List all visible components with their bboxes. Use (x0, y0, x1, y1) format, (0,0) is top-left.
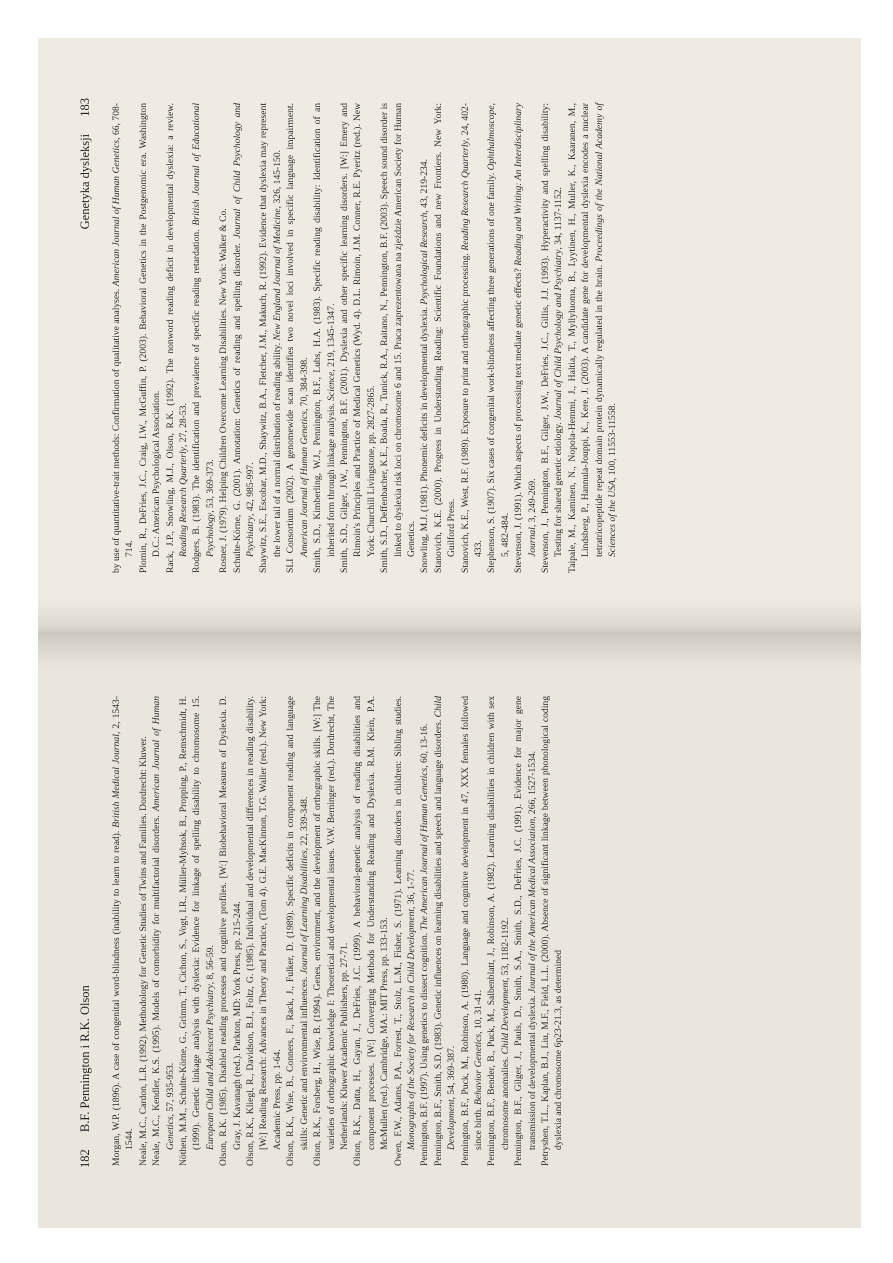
reference-text: Stanovich, K.E. (2000). Progress in Understanding Reading: Scientific Foundations and new Frontiers. New York: Guilford Press. (432, 103, 458, 573)
reference-source-title: Behavior Genetics (472, 1033, 484, 1105)
reference-source-title: Journal of the American Medical Association (526, 818, 538, 994)
reference-entry (459, 696, 486, 1166)
reference-volume-pages: , 24, 402-433. (459, 103, 484, 557)
reference-text: Smith, S.D., Gilger, J.W., Pennington, B.F. (2001). Dyslexia and other specific learning disorders. [W:] Emery and Rimoin's Principles and Practice of Medical Genetics (Wyd. 4). D.L. Rimoin, J.M. Conner, R.E. Pyeritz (red.). New York: Churchill Livingstone, pp. 2827-2865. (338, 103, 377, 573)
reference-source-title: Monographs of the Society for Research in Child Development (405, 908, 417, 1150)
reference-volume-pages: , 34, 1137-1152. (553, 187, 565, 250)
reference-volume-pages: , 27, 28-53. (178, 403, 190, 448)
page-number: 183 (78, 98, 92, 117)
reference-volume-pages: , 219, 1345-1347. (325, 303, 337, 372)
book-gutter-shadow (38, 598, 861, 668)
reference-entry (217, 696, 244, 1166)
reference-entry (539, 696, 566, 1166)
reference-text: Taipale, M., Kaminen, N., Nopola-Hemmi, J., Haltia, T., Myllyluoma, B., Lyytinen, H., Muller, K., Kaaranen, M., Lindsberg, P., Hannula-Jouppi, K., Kere, J. (2003). A candidate gene for developmental dyslexia encodes a nuclear tetratricopeptide repeat domain protein dynamically regulated in the brain. (566, 103, 605, 573)
reference-text: Stevenson, J. (1991). Which aspects of processing text mediate genetic effects? (513, 265, 525, 573)
reference-source-title: Ophthalmoscope (486, 105, 498, 171)
left-page (38, 633, 861, 1228)
reference-volume-pages: , 53, 1182-1192. (499, 917, 511, 980)
left-page-header (78, 985, 93, 1168)
reference-entry (137, 103, 164, 573)
reference-source-title: Child Development (432, 696, 458, 1150)
reference-source-title: Proceedings of the National Academy of Sciences of the USA (593, 103, 619, 557)
reference-entry (284, 696, 311, 1166)
reference-volume-pages: , 10, 31-41. (472, 989, 484, 1034)
reference-list (110, 103, 619, 573)
reference-entry (110, 696, 137, 1166)
reference-source-title: Psychological Research (419, 212, 431, 305)
reference-entry (432, 103, 459, 573)
reference-entry (338, 103, 378, 573)
reference-entry (311, 103, 338, 573)
reference-volume-pages: , 57, 935-953. (164, 1062, 176, 1117)
reference-text: Pennington, B.F., Puck, M., Robinson, A. (1980). Language and cognitive development in 47, XXX females followed since birth. (459, 696, 484, 1166)
reference-text: Stanovich, K.E., West, R.F. (1989). Exposure to print and orthographic processing. (459, 250, 471, 573)
reference-text: Snowling, M.J. (1981). Phonemic deficits in developmental dyslexia. (419, 304, 431, 573)
reference-text: by use of quantitative-trait methods: Confirmation of qualitative analyses. (111, 286, 122, 573)
reference-volume-pages: , 326, 145-150. (271, 149, 283, 209)
reference-entry (392, 696, 419, 1166)
reference-text: Morgan, W.P. (1896). A case of congenital word-blindness (inability to learn to read). (111, 827, 122, 1166)
reference-source-title: American Journal of Human Genetics (111, 139, 122, 287)
reference-volume-pages: , 22, 339-348. (298, 796, 310, 851)
reference-text: Olson, R.K., Kliegl, R., Davidson, B.J., Foltz, G. (1985). Individual and developmental differences in reading disability. [W:] Reading Research: Advances in Theory and Practice, (Tom 4). G.E. MacKinnon, T.G. Waller (red.). New York: Academic Press, pp. 1-64. (245, 696, 283, 1166)
reference-text: Olson, R.K. (1985). Disabled reading processes and cognitive profiles. [W:] Biobehavioral Measures of Dyslexia. D. Gray, J. Kavanagh (red.). Parkton, MD: York Press, pp. 215-244. (218, 696, 243, 1166)
reference-source-title: New England Journal of Medicine (271, 208, 283, 341)
reference-volume-pages: , 3, 249-269. (526, 478, 538, 528)
reference-source-title: American Journal of Human Genetics (298, 410, 310, 557)
reference-volume-pages: , 54, 369-387. (446, 1045, 458, 1100)
reference-text: Pennington, B.F., Gilger, J., Pauls, D., Smith, S.A., Smith, S.D., DeFries, J.C. (1991). Evidence for major gene transmission of developmental dyslexia. (513, 696, 538, 1166)
reference-text: Pennington, B.F. (1997). Using genetics to dissect cognition. (419, 930, 431, 1166)
reference-source-title: Reading and Writing: An Interdisciplinary Journal (513, 102, 538, 557)
reference-text: Owen, F.W., Adams, P.A., Forrest, T., Stolz, L.M., Fisher, S. (1971). Learning disorders in children: Sibling studies. (392, 696, 404, 1166)
reference-text: Rodgers, B. (1983). The identification and prevalence of specific reading retardation. (191, 225, 203, 573)
reference-source-title: Reading Research Quarterly (459, 140, 471, 251)
reference-entry (378, 103, 418, 573)
reference-volume-pages: , 266, 1527-1534. (526, 750, 538, 819)
reference-source-title: Journal of Learning Disabilities (298, 850, 310, 975)
reference-source-title: Journal of Child Psychology and Psychiatry (231, 103, 257, 557)
reference-text: Shaywitz, S.E., Escobar, M.D., Shaywitz, B.A., Fletcher, J.M., Makuch, R. (1992). Evidence that dyslexia may represent the lower tail of a normal distribution of reading ability. (258, 103, 283, 573)
reference-text: Neale, M.C., Kendler, K.S. (1995). Models of comorbidity for multifactorial disorders. (151, 811, 163, 1166)
reference-text: Pennington, B.F., Bender, B., Puck, M., Salbenblatt, J., Robinson, A. (1982). Learning disabilities in children with sex chromosome anomalies. (486, 696, 511, 1166)
reference-entry (150, 696, 177, 1166)
reference-text: Rosner, J. (1979). Helping Children Overcome Learning Disabilities. New York: Walker & Co. (218, 208, 230, 573)
reference-text: Smith, S.D., Deffenbacher, K.E., Boada, R., Tunick, R.A., Raitano, N., Pennington, B.F. (2003). Speech sound disorder is linked to dyslexia risk loci on chromosome 6 and 15. Praca zaprezentowana na zjeździe American Society for Human Genetics. (379, 103, 417, 573)
page-number: 182 (78, 1149, 92, 1168)
rotated-spread (38, 38, 861, 1228)
reference-entry (418, 103, 431, 573)
reference-volume-pages: , 42, 985-997. (245, 462, 257, 516)
reference-entry (539, 103, 566, 573)
reference-entry (485, 696, 512, 1166)
reference-volume-pages: , 36, 1-77. (405, 869, 417, 909)
running-head: Genetyka dysleksji (78, 133, 92, 230)
reference-text: Olson, R.K., Wise, B., Conners, F., Rack, J., Fulker, D. (1989). Specific deficits in component reading and language skills: Genetic and environmental influences. (285, 696, 310, 1166)
reference-source-title: The American Journal of Human Genetics (419, 767, 431, 931)
right-page (38, 38, 861, 633)
reference-text: Stevenson, J., Pennington, B.F., Gilger, J.W., DeFries, J.C., Gillis, J.J. (1993). Hyperactivity and spelling disability: Testing for shared genetic etiology. (540, 103, 565, 573)
reference-text: Smith, S.D., Kimberling, W.J., Pennington, B.F., Lubs, H.A. (1983). Specific reading disability: Identification of an inherited form through linkage analysis. (312, 103, 337, 573)
reference-entry (311, 696, 351, 1166)
reference-text: Stephenson, S. (1907). Six cases of congenital work-blindness affecting three generations of one family. (486, 170, 498, 573)
reference-source-title: Science (325, 371, 337, 401)
reference-text: Olson, R.K., Datta, H., Gayan, J., DeFries, J.C. (1999). A behavioral-genetic analysis of reading disabilities and component processes. [W:] Converging Methods for Understanding Reading and Dyslexia. R.M. Klein, P.A. McMullen (red.). Cambridge, MA.: MIT Press, pp. 133-153. (352, 696, 391, 1166)
reference-entry (177, 696, 217, 1166)
reference-text: Plomin, R., DeFries, J.C., Craig, I.W., McGuffin, P. (2003). Behavioral Genetics in the Postgenomic era. Washington D.C.: American Psychological Association. (137, 103, 163, 573)
reference-entry (217, 103, 230, 573)
reference-entry (164, 103, 191, 573)
reference-volume-pages: , 53, 369-373. (204, 459, 216, 513)
reference-entry (284, 103, 311, 573)
reference-source-title: Child Development (499, 980, 511, 1055)
reference-source-title: American Journal of Human Genetics (151, 696, 176, 1150)
reference-entry (244, 696, 284, 1166)
reference-entry (459, 103, 486, 573)
running-head: B.F. Pennington i R.K. Olson (78, 985, 92, 1133)
reference-entry (190, 103, 217, 573)
scanned-book-spread (38, 38, 861, 1228)
reference-entry (432, 696, 459, 1166)
reference-volume-pages: , 100, 11553-11558. (607, 403, 619, 480)
reference-entry (110, 103, 137, 573)
reference-source-title: Journal of Child Psychology and Psychiatry (553, 249, 565, 420)
reference-entry (137, 696, 150, 1166)
reference-text: Schulte-Körne, G. (2001). Annotation: Genetics of reading and spelling disorder. (231, 238, 243, 573)
reference-volume-pages: , 60, 13-16. (419, 723, 431, 768)
reference-volume-pages: , 5, 482-484. (486, 103, 511, 557)
reference-entry (485, 103, 512, 573)
reference-volume-pages: , 8, 56-59. (204, 945, 216, 985)
reference-entry (231, 103, 258, 573)
reference-entry (566, 103, 620, 573)
right-page-header (78, 98, 93, 229)
reference-volume-pages: , 43, 219-234. (419, 159, 431, 213)
reference-volume-pages: , 66, 708-714. (111, 103, 136, 557)
reference-source-title: European Child and Adolescent Psychiatry (204, 984, 216, 1150)
reference-text: Olson, R.K., Forsberg, H., Wise, B. (1994). Genes, environment, and the development of orthographic skills. [W:] The varieties of orthographic knowledge I: Theoretical and developmental issues. V.W. Berninger (red.). Dordrecht, The Netherlands: Kluwer Academic Publishers, pp. 27-71. (312, 696, 350, 1166)
reference-entry (257, 103, 284, 573)
reference-entry (351, 696, 391, 1166)
reference-text: SLI Consortium (2002). A genomewide scan identifies two novel loci involved in specific language impairment. (285, 103, 297, 573)
reference-source-title: Reading Research Quarterly (178, 447, 190, 557)
reference-volume-pages: , 2, 1543-1544. (111, 696, 136, 1150)
reference-entry (512, 696, 539, 1166)
reference-source-title: British Journal of Educational Psychology (191, 103, 216, 557)
reference-text: Nöthen, M.M., Schulte-Körne, G., Grimm, T., Cichon, S., Vogt, I.R., Müller-Myhsok, B., Propping, P., Remschmidt, H. (1999). Genetic linkage analysis with dyslexia: Evidence for linkage of spelling disability to chromosome 15. (178, 696, 203, 1166)
reference-entry (512, 103, 539, 573)
reference-source-title: British Medical Journal (111, 734, 122, 828)
reference-text: Neale, M.C., Cardon, L.R. (1992). Methodology for Genetic Studies of Twins and Families. Dordrecht: Kluwer. (137, 736, 149, 1166)
reference-volume-pages: , 70, 384-398. (298, 357, 310, 411)
reference-list (110, 696, 566, 1166)
reference-text: Pennington, B.F., Smith, S.D. (1983). Genetic influences on learning disabilities and speech and language disorders. (432, 717, 444, 1166)
reference-text: Rack, J.P., Snowling, M.J., Olson, R.K. (1992). The nonword reading deficit in developmental dyslexia: a review. (164, 103, 176, 573)
reference-text: Petryshen, T.L., Kaplan, B.J., Liu, M.F., Field, L.L. (2000). Absence of significant linkage between phonological coding dyslexia and chromosome 6p23-21.3, as determined (540, 696, 565, 1166)
reference-entry (418, 696, 431, 1166)
